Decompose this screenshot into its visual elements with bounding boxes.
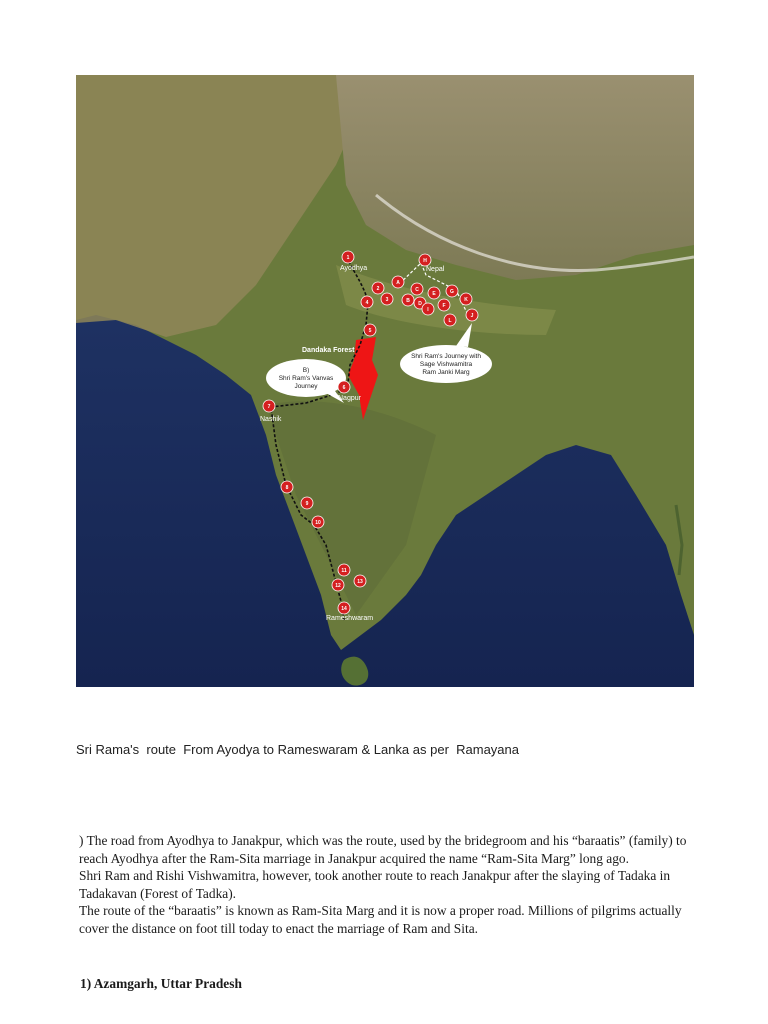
svg-text:4: 4	[365, 300, 369, 306]
marker-13	[354, 575, 366, 587]
bubble-left-line-2: Shri Ram's Vanvas	[278, 375, 334, 382]
article-body	[79, 832, 689, 938]
marker-E	[428, 287, 440, 299]
label-nagpur: Nagpur	[338, 395, 361, 402]
marker-9	[301, 497, 313, 509]
bubble-left-line-3: Journey	[294, 383, 318, 390]
svg-text:2: 2	[376, 286, 380, 292]
svg-text:13: 13	[357, 579, 363, 585]
paragraph: The route of the “baraatis” is known as Ram-Sita Marg and it is now a proper road. Millions of pilgrims actually cover the distance on foot till today to enact the marriage of Ram and Sita.	[79, 903, 682, 936]
svg-text:5: 5	[368, 328, 372, 334]
marker-5	[364, 324, 376, 336]
paragraph: ) The road from Ayodhya to Janakpur, which was the route, used by the bridegroom and his “baraatis” (family) to reach Ayodhya after the Ram-Sita marriage in Janakpur acquired the name “Ram-Sita Marg” long ago.	[79, 833, 687, 866]
svg-text:8: 8	[285, 485, 289, 491]
bubble-right-line-2: Sage Vishwamitra	[419, 361, 473, 368]
svg-text:7: 7	[267, 404, 271, 410]
ramayana-route-map	[76, 75, 694, 687]
svg-text:C: C	[415, 287, 419, 293]
bubble-right-line-3: Ram Janki Marg	[422, 369, 470, 376]
marker-L	[444, 314, 456, 326]
marker-6	[338, 381, 350, 393]
svg-text:J: J	[470, 313, 474, 319]
marker-14	[338, 602, 350, 614]
label-dandaka-forest: Dandaka Forest	[302, 347, 355, 354]
marker-J	[466, 309, 478, 321]
svg-text:10: 10	[315, 520, 321, 526]
svg-text:H: H	[423, 258, 427, 264]
label-rameshwaram: Rameshwaram	[326, 615, 374, 622]
marker-F	[438, 299, 450, 311]
svg-text:11: 11	[341, 568, 347, 574]
svg-text:6: 6	[342, 385, 346, 391]
section-heading: 1) Azamgarh, Uttar Pradesh	[80, 976, 242, 991]
marker-C	[411, 283, 423, 295]
paragraph: Shri Ram and Rishi Vishwamitra, however, took another route to reach Janakpur after the slaying of Tadaka in Tadakavan (Forest of Tadka).	[79, 868, 671, 901]
svg-text:I: I	[427, 307, 429, 313]
marker-A	[392, 276, 404, 288]
svg-text:F: F	[442, 303, 446, 309]
svg-text:G: G	[450, 289, 454, 295]
bubble-right-line-1: Shri Ram's Journey with	[411, 353, 481, 360]
svg-text:3: 3	[385, 297, 389, 303]
marker-2	[372, 282, 384, 294]
svg-text:D: D	[418, 301, 422, 307]
marker-12	[332, 579, 344, 591]
marker-B	[402, 294, 414, 306]
svg-text:E: E	[432, 291, 436, 297]
marker-H	[419, 254, 431, 266]
marker-G	[446, 285, 458, 297]
marker-10	[312, 516, 324, 528]
marker-I	[422, 303, 434, 315]
svg-text:1: 1	[346, 255, 350, 261]
marker-K	[460, 293, 472, 305]
label-nepal: Nepal	[426, 266, 445, 273]
map-caption: Sri Rama's route From Ayodya to Rameswaram & Lanka as per Ramayana	[76, 742, 519, 757]
marker-8	[281, 481, 293, 493]
svg-text:K: K	[464, 297, 468, 303]
svg-text:14: 14	[341, 606, 347, 612]
svg-text:12: 12	[335, 583, 341, 589]
marker-7	[263, 400, 275, 412]
svg-text:A: A	[396, 280, 400, 286]
marker-4	[361, 296, 373, 308]
label-ayodhya: Ayodhya	[340, 265, 368, 272]
marker-1	[342, 251, 354, 263]
marker-3	[381, 293, 393, 305]
bubble-left-line-1: B)	[302, 367, 310, 374]
marker-11	[338, 564, 350, 576]
label-nashik: Nashik	[260, 416, 282, 423]
svg-text:9: 9	[305, 501, 309, 507]
svg-text:L: L	[448, 318, 452, 324]
svg-text:B: B	[406, 298, 410, 304]
